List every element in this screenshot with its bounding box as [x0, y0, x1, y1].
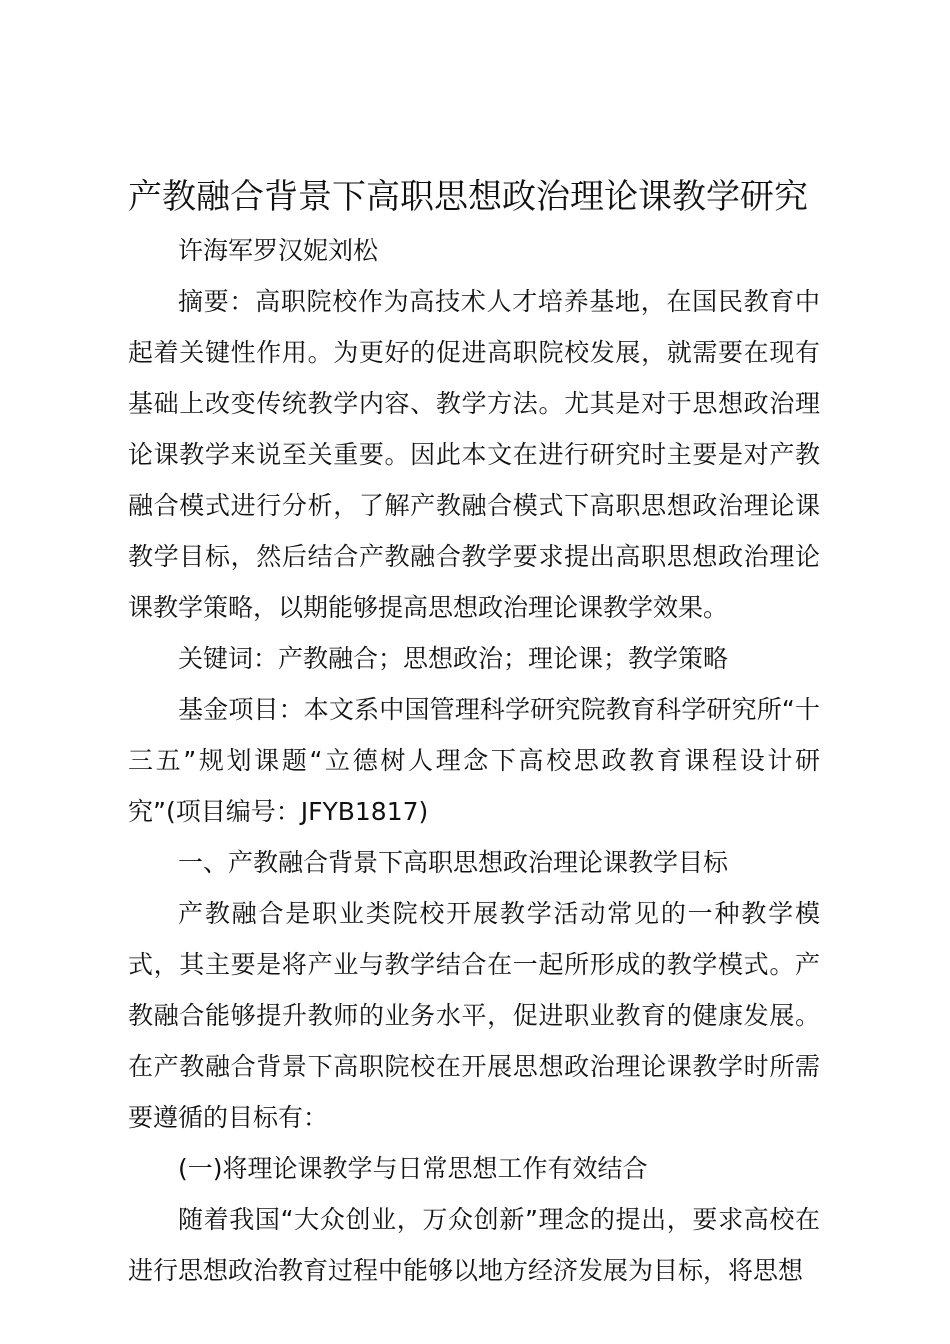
document-body	[128, 225, 820, 1296]
abstract-paragraph: 摘要：高职院校作为高技术人才培养基地，在国民教育中起着关键性作用。为更好的促进高职院校发展，就需要在现有基础上改变传统教学内容、教学方法。尤其是对于思想政治理论课教学来说至关重要。因此本文在进行研究时主要是对产教融合模式进行分析，了解产教融合模式下高职思想政治理论课教学目标，然后结合产教融合教学要求提出高职思想政治理论课教学策略，以期能够提高思想政治理论课教学效果。	[128, 287, 820, 622]
funding-paragraph: 基金项目：本文系中国管理科学研究院教育科学研究所“十三五”规划课题“立德树人理念下高校思政教育课程设计研究”(项目编号：JFYB1817)	[128, 695, 820, 826]
subsection-paragraph: 随着我国“大众创业，万众创新”理念的提出，要求高校在进行思想政治教育过程中能够以地方经济发展为目标，将思想	[128, 1205, 820, 1285]
author-line: 许海军罗汉妮刘松	[178, 236, 379, 265]
document-title: 产教融合背景下高职思想政治理论课教学研究	[128, 177, 808, 217]
section-paragraph: 产教融合是职业类院校开展教学活动常见的一种教学模式，其主要是将产业与教学结合在一起所形成的教学模式。产教融合能够提升教师的业务水平，促进职业教育的健康发展。在产教融合背景下高职院校在开展思想政治理论课教学时所需要遵循的目标有：	[128, 899, 820, 1132]
section-heading: 一、产教融合背景下高职思想政治理论课教学目标	[178, 848, 729, 877]
keywords-line: 关键词：产教融合；思想政治；理论课；教学策略	[178, 644, 729, 673]
subsection-heading: (一)将理论课教学与日常思想工作有效结合	[178, 1154, 648, 1183]
